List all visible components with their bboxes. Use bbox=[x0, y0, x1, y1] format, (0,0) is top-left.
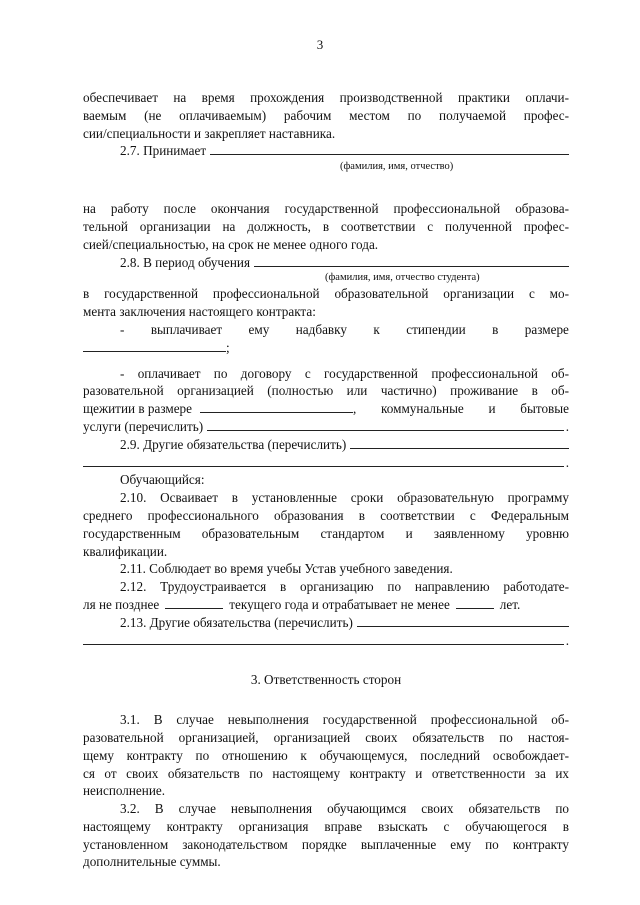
paragraph-line: тельной организации на должность, в соответствии с полученной профес- bbox=[83, 218, 569, 234]
dorm-amount-blank[interactable] bbox=[200, 400, 353, 413]
bullet-1-tail: ; bbox=[226, 339, 230, 355]
text-segment: услуги (перечислить) bbox=[83, 418, 204, 434]
student-header: Обучающийся: bbox=[120, 472, 205, 488]
item-2-7-label: 2.7. Принимает bbox=[120, 143, 207, 159]
paragraph-line: ся от своих обязательств по настоящему контракту и ответственности за их bbox=[83, 765, 569, 781]
item-2-11: 2.11. Соблюдает во время учебы Устав учебного заведения. bbox=[120, 561, 453, 577]
item-2-13 bbox=[83, 614, 569, 632]
line-end: . bbox=[565, 632, 569, 648]
text-segment: ля не позднее bbox=[83, 596, 160, 612]
bullet-word: размере bbox=[524, 321, 569, 337]
paragraph-line: в государственной профессиональной образовательной организации с мо- bbox=[83, 286, 569, 302]
item-2-12-line-2 bbox=[83, 596, 569, 614]
name-blank[interactable] bbox=[210, 142, 569, 155]
student-other-obligations-blank-2[interactable] bbox=[83, 632, 564, 645]
paragraph-line: неисполнение. bbox=[83, 783, 166, 799]
item-2-8-hint: (фамилия, имя, отчество студента) bbox=[325, 272, 480, 284]
paragraph-line: 3.2. В случае невыполнения обучающимся своих обязательств по bbox=[120, 801, 569, 817]
item-2-9-label: 2.9. Другие обязательства (перечислить) bbox=[120, 436, 347, 452]
paragraph-line: 3.1. В случае невыполнения государственной профессиональной об- bbox=[120, 712, 569, 728]
item-2-7 bbox=[83, 142, 569, 160]
utilities-blank[interactable] bbox=[207, 418, 564, 431]
paragraph-line: государственным образовательным стандартом и заявленному уровню bbox=[83, 525, 569, 541]
paragraph-line: мента заключения настоящего контракта: bbox=[83, 304, 316, 320]
text-segment: лет. bbox=[499, 596, 521, 612]
item-2-7-hint: (фамилия, имя, отчество) bbox=[340, 161, 454, 173]
paragraph-line: обеспечивает на время прохождения производственной практики оплачи- bbox=[83, 90, 569, 105]
paragraph-line: среднего профессионального образования в соответствии с Федеральным bbox=[83, 507, 569, 523]
paragraph-line: 2.12. Трудоустраивается в организацию по направлению работодате- bbox=[120, 579, 569, 595]
text-segment: , коммунальные и бытовые bbox=[353, 401, 569, 417]
paragraph-line: - оплачивает по договору с государственной профессиональной об- bbox=[120, 365, 569, 381]
text-segment: текущего года и отрабатывает не менее bbox=[229, 596, 450, 612]
paragraph-line: установленном законодательством порядке выплаченные ему по контракту bbox=[83, 836, 569, 852]
paragraph-line: ваемым (не оплачиваемым) рабочим местом по получаемой профес- bbox=[83, 107, 569, 123]
student-other-obligations-blank[interactable] bbox=[357, 614, 569, 627]
paragraph-line: на работу после окончания государственной профессиональной образова- bbox=[83, 201, 569, 217]
section-3-title: 3. Ответственность сторон bbox=[250, 672, 402, 688]
page-number: 3 bbox=[316, 37, 324, 52]
paragraph-line: разовательной организацией (полностью или частично) проживание в об- bbox=[83, 383, 569, 399]
item-2-8 bbox=[83, 254, 569, 272]
other-obligations-blank-2[interactable] bbox=[83, 454, 564, 467]
allowance-amount-blank[interactable] bbox=[83, 339, 226, 352]
bullet-word: ему bbox=[248, 321, 270, 337]
document-body bbox=[83, 89, 569, 871]
student-name-blank[interactable] bbox=[254, 254, 569, 267]
item-2-13-continuation bbox=[83, 632, 569, 650]
paragraph-line: дополнительные суммы. bbox=[83, 854, 221, 870]
text-segment: щежитии в размере bbox=[83, 401, 192, 417]
bullet-2-line-3 bbox=[83, 400, 569, 418]
paragraph-line: сии/специальности и закрепляет наставника. bbox=[83, 125, 336, 141]
paragraph-line: разовательной организацией, организацией своих обязательств по настоя- bbox=[83, 729, 569, 745]
paragraph-line: 2.10. Осваивает в установленные сроки образовательную программу bbox=[120, 490, 569, 506]
item-2-9 bbox=[83, 436, 569, 454]
bullet-word: - bbox=[120, 321, 125, 337]
bullet-word: в bbox=[492, 321, 499, 337]
paragraph-line: квалификации. bbox=[83, 543, 168, 559]
paragraph-line: щему контракту по отношению к обучающемуся, последний освобождает- bbox=[83, 747, 569, 763]
bullet-word: к bbox=[373, 321, 380, 337]
item-2-9-continuation bbox=[83, 454, 569, 472]
deadline-blank[interactable] bbox=[165, 596, 223, 609]
bullet-word: стипендии bbox=[406, 321, 466, 337]
bullet-1-amount bbox=[83, 339, 569, 357]
item-2-13-label: 2.13. Другие обязательства (перечислить) bbox=[120, 614, 353, 630]
other-obligations-blank[interactable] bbox=[350, 436, 569, 449]
line-end: . bbox=[565, 454, 569, 470]
bullet-2-line-4 bbox=[83, 418, 569, 436]
paragraph-line: сией/специальностью, на срок не менее одного года. bbox=[83, 236, 379, 252]
paragraph-line: настоящему контракту организация вправе взыскать с обучающегося в bbox=[83, 818, 569, 834]
item-2-8-label: 2.8. В период обучения bbox=[120, 254, 251, 270]
years-blank[interactable] bbox=[456, 596, 494, 609]
line-end: . bbox=[565, 418, 569, 434]
bullet-word: выплачивает bbox=[150, 321, 223, 337]
bullet-word: надбавку bbox=[295, 321, 347, 337]
bullet-1 bbox=[83, 321, 569, 339]
